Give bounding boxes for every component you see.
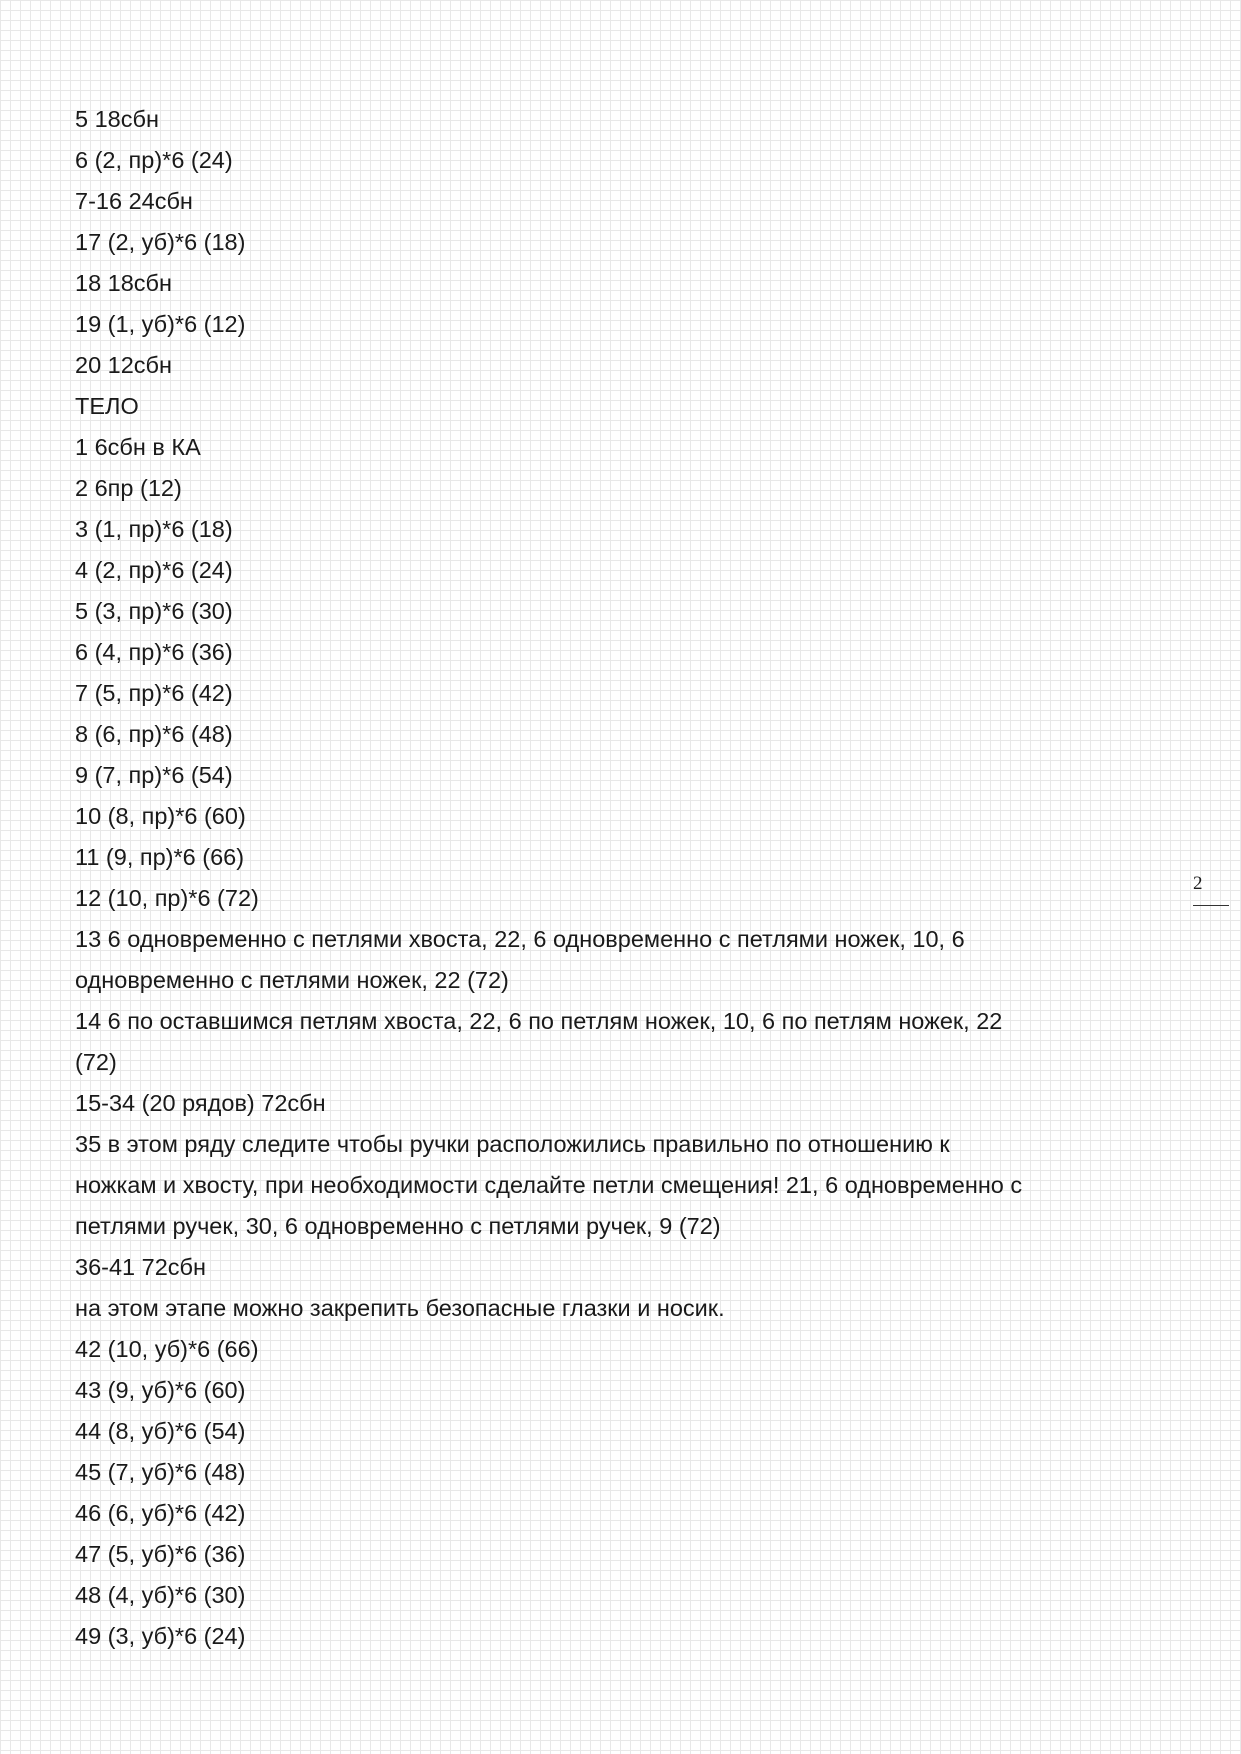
text-line: 15-34 (20 рядов) 72сбн bbox=[75, 1090, 326, 1116]
text-line: 3 (1, пр)*6 (18) bbox=[75, 516, 233, 542]
text-line: ножкам и хвосту, при необходимости сделайте петли смещения! 21, 6 одновременно с bbox=[75, 1172, 1023, 1198]
text-line: 8 (6, пр)*6 (48) bbox=[75, 721, 233, 747]
text-line: 10 (8, пр)*6 (60) bbox=[75, 803, 246, 829]
text-line: 14 6 по оставшимся петлям хвоста, 22, 6 по петлям ножек, 10, 6 по петлям ножек, 22 bbox=[75, 1008, 1003, 1034]
text-line: 44 (8, уб)*6 (54) bbox=[75, 1418, 246, 1444]
text-line: 18 18сбн bbox=[75, 270, 172, 296]
text-line: 17 (2, уб)*6 (18) bbox=[75, 229, 246, 255]
text-line: 19 (1, уб)*6 (12) bbox=[75, 311, 246, 337]
text-line: 47 (5, уб)*6 (36) bbox=[75, 1541, 246, 1567]
page-number-divider bbox=[1193, 905, 1229, 906]
text-line: 43 (9, уб)*6 (60) bbox=[75, 1377, 246, 1403]
text-line: петлями ручек, 30, 6 одновременно с петлями ручек, 9 (72) bbox=[75, 1213, 721, 1239]
text-line: 1 6сбн в КА bbox=[75, 434, 201, 460]
text-line: 49 (3, уб)*6 (24) bbox=[75, 1623, 246, 1649]
text-line: 36-41 72сбн bbox=[75, 1254, 206, 1280]
text-line: одновременно с петлями ножек, 22 (72) bbox=[75, 967, 509, 993]
text-line: 12 (10, пр)*6 (72) bbox=[75, 885, 259, 911]
text-line: 5 (3, пр)*6 (30) bbox=[75, 598, 233, 624]
section-heading: ТЕЛО bbox=[75, 393, 139, 419]
text-line: 35 в этом ряду следите чтобы ручки расположились правильно по отношению к bbox=[75, 1131, 950, 1157]
text-line: 6 (4, пр)*6 (36) bbox=[75, 639, 233, 665]
text-line: 13 6 одновременно с петлями хвоста, 22, 6 одновременно с петлями ножек, 10, 6 bbox=[75, 926, 965, 952]
pattern-text bbox=[75, 99, 1165, 1657]
text-line: 4 (2, пр)*6 (24) bbox=[75, 557, 233, 583]
text-line: на этом этапе можно закрепить безопасные глазки и носик. bbox=[75, 1295, 725, 1321]
text-line: 9 (7, пр)*6 (54) bbox=[75, 762, 233, 788]
text-line: 48 (4, уб)*6 (30) bbox=[75, 1582, 246, 1608]
page-number: 2 bbox=[1193, 873, 1203, 894]
text-line: 11 (9, пр)*6 (66) bbox=[75, 844, 245, 870]
text-line: 42 (10, уб)*6 (66) bbox=[75, 1336, 259, 1362]
text-line: 5 18сбн bbox=[75, 106, 159, 132]
text-line: 7-16 24сбн bbox=[75, 188, 193, 214]
text-line: 6 (2, пр)*6 (24) bbox=[75, 147, 233, 173]
text-line: 46 (6, уб)*6 (42) bbox=[75, 1500, 246, 1526]
text-line: 20 12сбн bbox=[75, 352, 172, 378]
text-line: (72) bbox=[75, 1049, 117, 1075]
text-line: 45 (7, уб)*6 (48) bbox=[75, 1459, 246, 1485]
text-line: 7 (5, пр)*6 (42) bbox=[75, 680, 233, 706]
text-line: 2 6пр (12) bbox=[75, 475, 182, 501]
